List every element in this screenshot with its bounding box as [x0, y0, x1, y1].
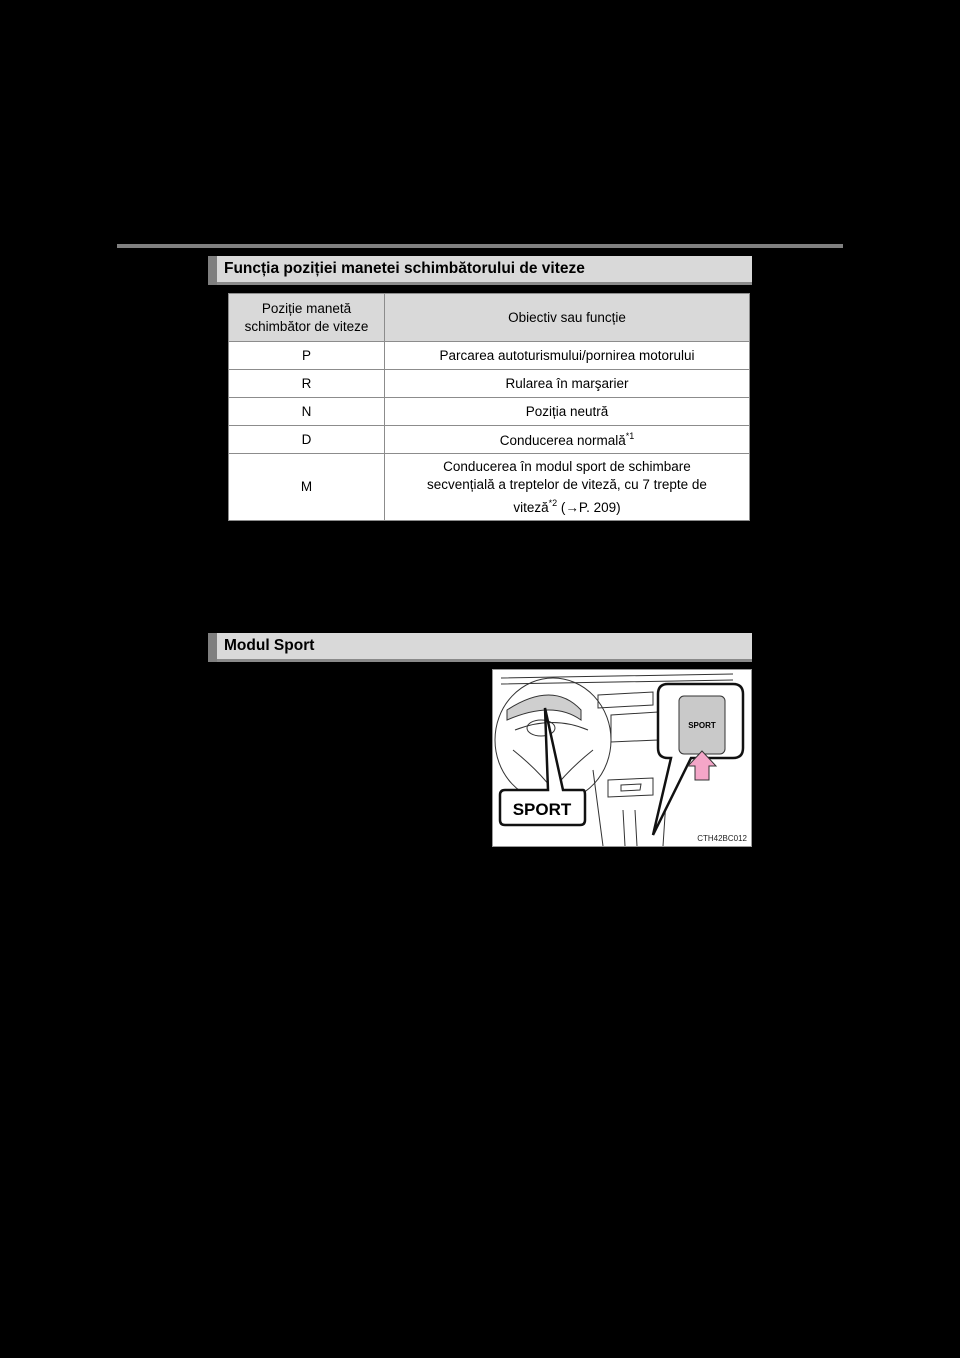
page-reference-link[interactable]: (→P. 209): [560, 499, 621, 515]
section-title: Funcția poziției manetei schimbătorului de viteze: [224, 260, 585, 277]
cell-position: R: [229, 370, 385, 398]
table-row: [229, 454, 750, 521]
shift-position-table: [228, 293, 750, 521]
table-row: [229, 398, 750, 426]
dashboard-drawing: [493, 670, 751, 846]
section-heading-shift-function: [208, 256, 752, 285]
col-header-function: Obiectiv sau funcție: [385, 294, 750, 342]
sport-mode-illustration: [492, 669, 752, 847]
cell-position: D: [229, 426, 385, 454]
cell-function: Parcarea autoturismului/pornirea motorului: [385, 342, 750, 370]
cell-function: Conducerea în modul sport de schimbare secvențială a treptelor de viteză, cu 7 trepte de viteză$^{*2}$ (→P. 209): [385, 454, 750, 521]
table-row: [229, 342, 750, 370]
table-row: [229, 370, 750, 398]
indicator-sport-label: SPORT: [512, 800, 572, 819]
heading-accent: [208, 256, 217, 285]
cell-position: P: [229, 342, 385, 370]
table-row: [229, 426, 750, 454]
heading-accent: [208, 633, 217, 662]
footnote-marker: *1: [625, 431, 635, 441]
top-rule: [117, 244, 843, 248]
table-header-row: [229, 294, 750, 342]
sport-button-label: SPORT: [688, 721, 716, 730]
section-title: Modul Sport: [224, 637, 315, 654]
cell-function: Rularea în marşarier: [385, 370, 750, 398]
figure-code: CTH42BC012: [697, 834, 747, 843]
footnote-marker: *2: [548, 497, 558, 508]
col-header-position: Poziție manetă schimbător de viteze: [229, 294, 385, 342]
cell-function: Poziția neutră: [385, 398, 750, 426]
cell-position: N: [229, 398, 385, 426]
cell-position: M: [229, 454, 385, 521]
section-heading-sport-mode: [208, 633, 752, 662]
cell-function: Conducerea normală$^{*1}$: [385, 426, 750, 454]
